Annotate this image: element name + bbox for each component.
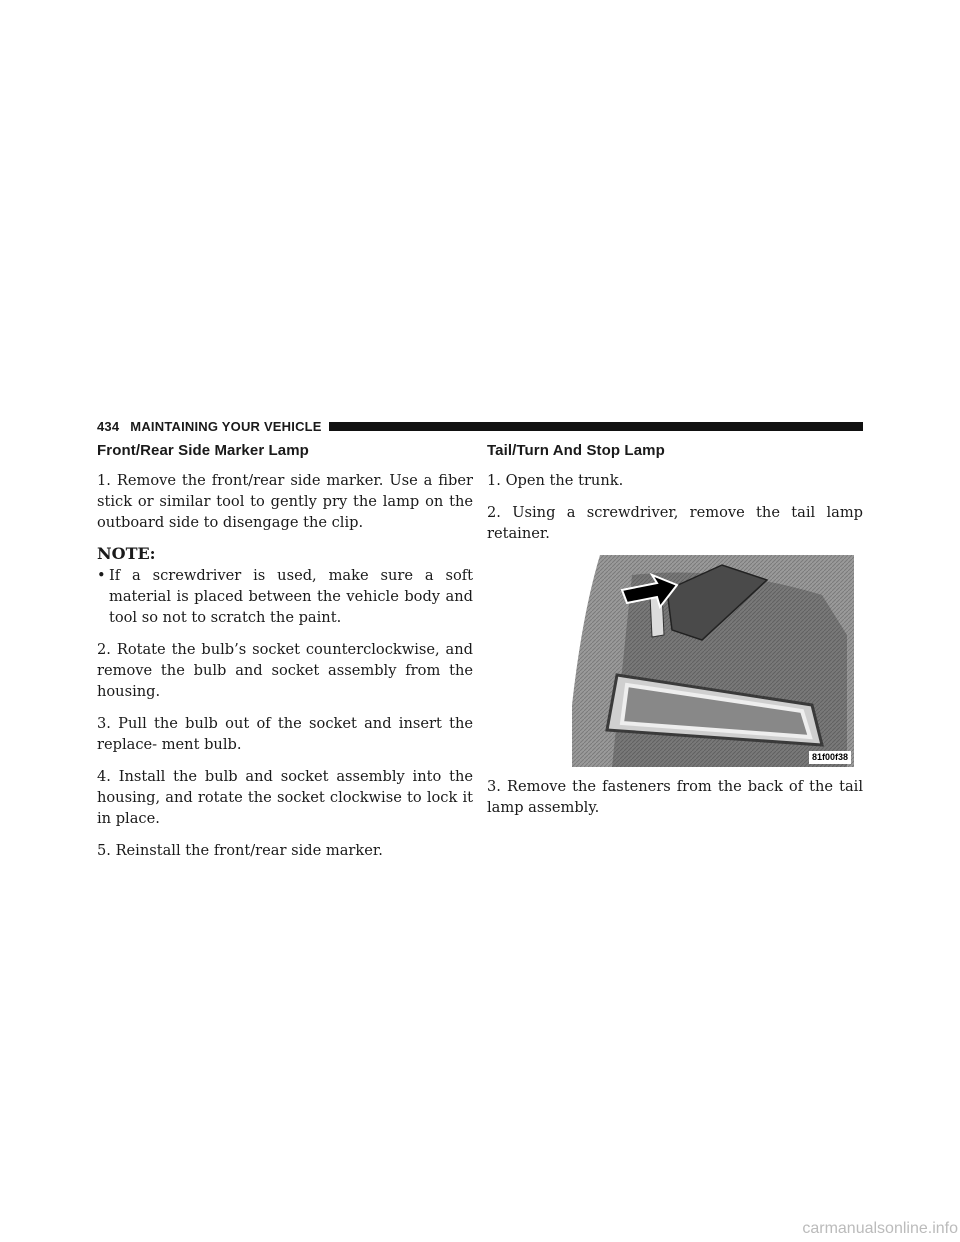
watermark: carmanualsonline.info <box>802 1220 958 1237</box>
tail-lamp-retainer-figure <box>572 555 854 767</box>
left-column <box>97 442 473 872</box>
bullet-icon: • <box>97 567 106 584</box>
step-4: 4. Install the bulb and socket assembly into the housing, and rotate the socket clockwise to lock it in place. <box>97 768 473 827</box>
tail-lamp-illustration <box>572 555 854 767</box>
section-heading-side-marker: Front/Rear Side Marker Lamp <box>97 442 309 459</box>
step-2: 2. Rotate the bulb’s socket counterclockwise, and remove the bulb and socket assembly from the housing. <box>97 641 473 700</box>
right-column <box>487 442 863 829</box>
figure-id: 81f00f38 <box>809 751 851 764</box>
section-title: MAINTAINING YOUR VEHICLE <box>130 418 322 434</box>
step-2: 2. Using a screwdriver, remove the tail lamp retainer. <box>487 504 863 542</box>
note-label: NOTE: <box>97 544 156 563</box>
section-heading-tail-lamp: Tail/Turn And Stop Lamp <box>487 442 665 459</box>
note-bullet <box>97 565 473 628</box>
header-rule <box>329 422 863 431</box>
step-5: 5. Reinstall the front/rear side marker. <box>97 842 383 859</box>
step-3: 3. Remove the fasteners from the back of the tail lamp assembly. <box>487 778 863 816</box>
step-1: 1. Open the trunk. <box>487 472 624 489</box>
page-header <box>97 418 863 434</box>
page-number: 434 <box>97 418 120 434</box>
step-1: 1. Remove the front/rear side marker. Use a fiber stick or similar tool to gently pry the lamp on the outboard side to disengage the clip. <box>97 472 473 531</box>
note-text: If a screwdriver is used, make sure a soft material is placed between the vehicle body and tool so not to scratch the paint. <box>109 567 473 626</box>
step-3: 3. Pull the bulb out of the socket and insert the replace- ment bulb. <box>97 715 473 753</box>
